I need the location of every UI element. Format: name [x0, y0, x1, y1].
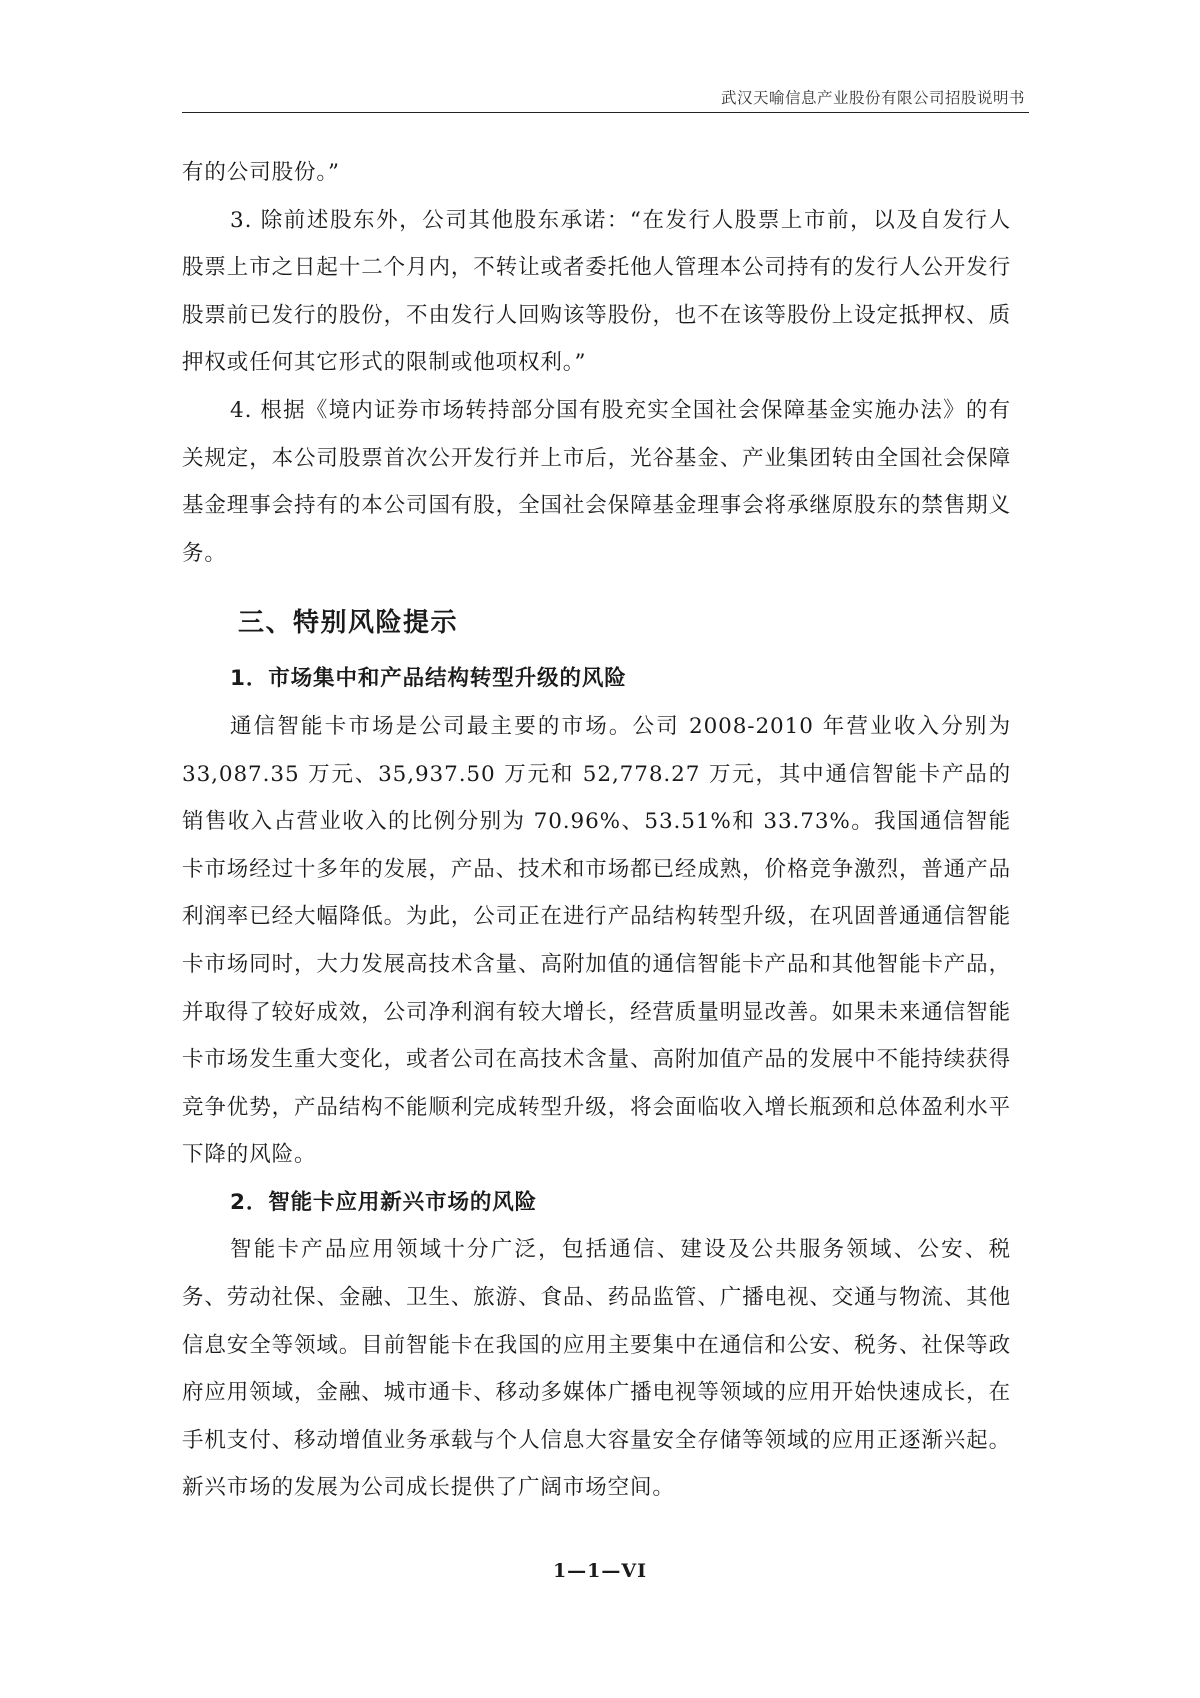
paragraph-item-4: 4. 根据《境内证券市场转持部分国有股充实全国社会保障基金实施办法》的有关规定，本公司股票首次公开发行并上市后，光谷基金、产业集团转由全国社会保障基金理事会持有的本公司国有股，全国社会保障基金理事会将承继原股东的禁售期义务。: [182, 397, 1011, 566]
section-heading: 三、特别风险提示: [238, 608, 459, 639]
subsection-heading-2: 2．智能卡应用新兴市场的风险: [230, 1189, 538, 1215]
subsection-heading-1: 1．市场集中和产品结构转型升级的风险: [230, 666, 627, 692]
subsection-body-1: 通信智能卡市场是公司最主要的市场。公司 2008-2010 年营业收入分别为 33,087.35 万元、35,937.50 万元和 52,778.27 万元，其中通信智能卡产品的销售收入占营业收入的比例分别为 70.96%、53.51%和 33.73%。我国通信智能卡市场经过十多年的发展，产品、技术和市场都已经成熟，价格竞争激烈，普通产品利润率已经大幅降低。为此，公司正在进行产品结构转型升级，在巩固普通通信智能卡市场同时，大力发展高技术含量、高附加值的通信智能卡产品和其他智能卡产品，并取得了较好成效，公司净利润有较大增长，经营质量明显改善。如果未来通信智能卡市场发生重大变化，或者公司在高技术含量、高附加值产品的发展中不能持续获得竞争优势，产品结构不能顺利完成转型升级，将会面临收入增长瓶颈和总体盈利水平下降的风险。: [182, 713, 1011, 1168]
subsection-body-2: 智能卡产品应用领域十分广泛，包括通信、建设及公共服务领域、公安、税务、劳动社保、金融、卫生、旅游、食品、药品监管、广播电视、交通与物流、其他信息安全等领域。目前智能卡在我国的应用主要集中在通信和公安、税务、社保等政府应用领域，金融、城市通卡、移动多媒体广播电视等领域的应用开始快速成长，在手机支付、移动增值业务承载与个人信息大容量安全存储等领域的应用正逐渐兴起。新兴市场的发展为公司成长提供了广阔市场空间。: [182, 1237, 1011, 1501]
page-content: [182, 149, 1011, 1512]
page-header: [182, 86, 1029, 113]
document-title: 武汉天喻信息产业股份有限公司招股说明书: [720, 89, 1025, 107]
paragraph-item-3: 3. 除前述股东外，公司其他股东承诺：“在发行人股票上市前，以及自发行人股票上市之日起十二个月内，不转让或者委托他人管理本公司持有的发行人公开发行股票前已发行的股份，不由发行人回购该等股份，也不在该等股份上设定抵押权、质押权或任何其它形式的限制或他项权利。”: [182, 207, 1011, 376]
page-number: 1—1—VI: [552, 1560, 648, 1582]
paragraph-continuation: 有的公司股份。”: [182, 160, 340, 185]
